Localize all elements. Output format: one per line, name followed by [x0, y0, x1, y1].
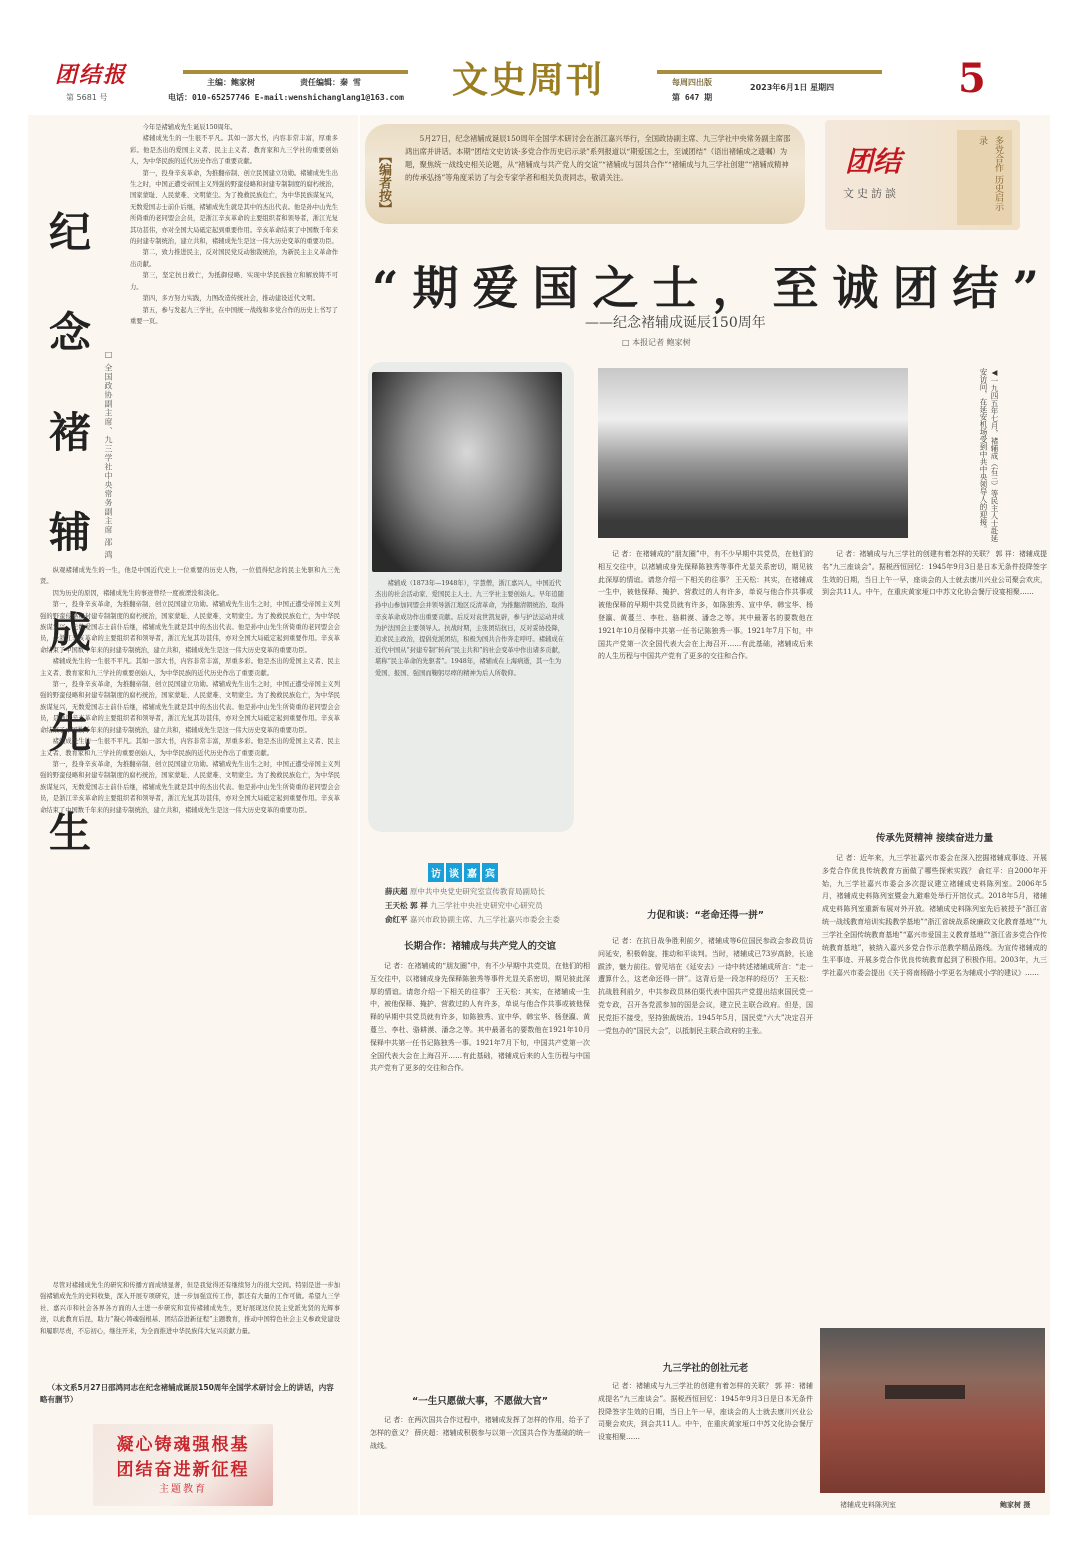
newspaper-logo: 团结报 — [55, 62, 128, 88]
title-char: 生 — [48, 808, 91, 857]
middle-column-body: 记 者：在褚辅成的“朋友圈”中，有不少早期中共党员，在他们的相互交往中，以褚辅成身先保释陈独秀等事件尤显关系密切，期见彼此深厚的情谊。请您介绍一下相关的往事？ 王天松：其实，在褚辅成一生中，被他保释、掩护、营救过的人有许多，单说与他合作共事或被他保释的早期中共党员就有许多，如陈独秀、宣中华、韩宝华、杨登瀛、黄蔓兰、李杜、骆耕漠、潘念之等。其中最著名的要数他在1921年10月保释中共第一任书记陈独秀一事。1921年7月下旬，中国共产党第一次全国代表大会在上海召开……有此基础，褚辅成后来的人生历程与中国共产党有了更多的交往和合作。 — [598, 550, 813, 661]
paragraph: 第三，坚定抗日救亡，为抵御侵略、实现中华民族独立和解放铸不可力。 — [130, 272, 338, 291]
author-byline: □ 本报记者 鲍家树 — [622, 338, 691, 347]
title-char: 纪 — [48, 208, 91, 257]
paragraph: 第二，致力推进民主，反对国民党反动独裁统治，为新民主主义革命作出贡献。 — [130, 249, 338, 268]
left-article-body-bottom — [40, 565, 340, 1280]
paragraph: 褚辅成先生的一生很不平凡。其如一部大书，内容非常丰富，厚重多彩。他是杰出的爱国主义者、民主主义者、教育家和九三学社的重要创始人，为中华民族的近代历史作出了重要贡献。 — [130, 135, 338, 166]
section-body-cooperation: 记 者：在褚辅成的“朋友圈”中，有不少早期中共党员，在他们的相互交往中，以褚辅成身先保释陈独秀等事件尤显关系密切，期见彼此深厚的情谊。请您介绍一下相关的往事？ 王天松：其实，在褚辅成一生中，被他保释、掩护、营救过的人有许多，单说与他合作共事或被他保释的早期中共党员就有许多，如陈独秀、宣中华、韩宝华、杨登瀛、黄蔓兰、李杜、骆耕漠、潘念之等。其中最著名的要数他在1921年10月保释中共第一任书记陈独秀一事。1921年7月下旬，中国共产党第一次全国代表大会在上海召开……有此基础，褚辅成后来的人生历程与中国共产党有了更多的交往和合作。 — [370, 962, 590, 1073]
left-article-byline: □ 全国政协副主席、九三学社中央常务副主席 邵 鸿 — [104, 350, 113, 560]
guest-item — [370, 885, 590, 899]
paragraph: 第四，多方努力实践，力图改造传统社会，推动建设近代文明。 — [142, 295, 319, 303]
chief-editor: 主编：鲍家树 — [207, 78, 255, 87]
period-number: 第 647 期 — [672, 93, 713, 102]
guest-name: 王天松 郭 祥 — [385, 901, 428, 910]
left-article-closing — [40, 1280, 340, 1380]
section-title-peace-talks: 力促和谈：“老命还得一拼” — [647, 910, 764, 921]
exhibition-hall-sign — [885, 1385, 965, 1399]
title-char: 辅 — [48, 508, 91, 557]
column-promo-image — [825, 120, 1020, 230]
section-body-founder: 记 者：褚辅成与九三学社的创建有着怎样的关联？ 郭 祥：褚辅成提名“九三座谈会”。据税西恒回忆：1945年9月3日是日本无条件投降签字生效的日期，当日上午一早，座谈会的人士就去康川兴业公司聚会欢庆，到会共11人。中午，在重庆黄家垭口中苏文化协会餐厅设宴相聚…… — [598, 1382, 813, 1442]
publish-day: 每周四出版 — [672, 78, 712, 87]
guest-item — [370, 899, 590, 913]
paragraph: 因为历史的原因，褚辅成先生的事迹曾经一度被湮没和淡化。 — [52, 589, 223, 597]
title-char: 褚 — [48, 408, 91, 457]
exhibition-hall-photo — [820, 1328, 1045, 1493]
editor-note-label: 【编者按】 — [376, 150, 391, 215]
section-body-big-things: 记 者：在两次国共合作过程中，褚辅成发挥了怎样的作用，给予了怎样的意义？ 薛庆超：褚辅成积极参与以第一次国共合作为基础的统一战线。 — [370, 1416, 590, 1450]
section-title-big-things: “一生只愿做大事，不愿做大官” — [412, 1396, 548, 1407]
guests-list — [370, 885, 590, 927]
group-photo-caption: ◀一九四五年七月，褚辅成（右三）等民主人士赴延安访问，在延安机场受到中共中央领导人的迎接。 — [979, 368, 999, 542]
guest-title: 嘉兴市政协副主席、九三学社嘉兴市委会主委 — [409, 915, 560, 924]
title-char: 成 — [48, 608, 91, 657]
house-photo-credit: 鲍家树 摄 — [1000, 1500, 1031, 1509]
yanan-group-photo — [598, 368, 908, 538]
headline: “期爱国之士，至诚团结” — [372, 261, 1053, 315]
contact-info: 电话：010-65257746 E-mail:wenshichanglang1@163.com — [168, 93, 404, 102]
paragraph: 第一，投身辛亥革命，为推翻帝制、创立民国建立功勋。褚辅成先生出生之时，中国正遭受帝国主义列强的野蛮侵略和封建专制制度的腐朽统治，国家蒙耻、人民蒙难、文明蒙尘。为了挽救民族危亡，为中华民族谋复兴，无数爱国志士前仆后继，褚辅成先生就是其中的杰出代表。他是孙中山先生所倚重的老同盟会会员，是浙江辛亥革命的主要组织者和领导者，浙江光复其功甚伟，亦对全国大局砥定起到重要作用。辛亥革命结束了中国数千年来的封建专制统治，建立共和，褚辅成先生是这一伟大历史变革的重要功臣。 — [40, 601, 340, 654]
paragraph: 第一，投身辛亥革命，为推翻帝制、创立民国建立功勋。褚辅成先生出生之时，中国正遭受帝国主义列强的野蛮侵略和封建专制制度的腐朽统治，国家蒙耻、人民蒙难、文明蒙尘。为了挽救民族危亡，为中华民族谋复兴，无数爱国志士前仆后继，褚辅成先生就是其中的杰出代表。他是孙中山先生所倚重的老同盟会会员，是浙江辛亥革命的主要组织者和领导者，浙江光复其功甚伟，亦对全国大局砥定起到重要作用。辛亥革命结束了中国数千年来的封建专制统治，建立共和，褚辅成先生是这一伟大历史变革的重要功臣。 — [130, 169, 338, 246]
guest-name: 俞红平 — [385, 915, 408, 924]
duty-editor: 责任编辑：秦 雪 — [300, 78, 361, 87]
promo-logo: 团结 — [845, 145, 902, 178]
guest-title: 原中共中央党史研究室宣传教育局副局长 — [409, 887, 545, 896]
guest-name: 薛庆超 — [385, 887, 408, 896]
publish-date: 2023年6月1日 星期四 — [750, 83, 835, 92]
right-column-body: 记 者：褚辅成与九三学社的创建有着怎样的关联？ 郭 祥：褚辅成提名“九三座谈会”。据税西恒回忆：1945年9月3日是日本无条件投降签字生效的日期，当日上午一早，座谈会的人士就去康川兴业公司聚会欢庆，到会共11人。中午，在重庆黄家垭口中苏文化协会餐厅设宴相聚…… — [822, 550, 1047, 597]
section-title-legacy: 传承先贤精神 接续奋进力量 — [875, 833, 994, 844]
section-body-peace-talks: 记 者：在抗日战争胜利前夕，褚辅成等6位国民参政会参政员访问延安，积极斡旋，推动和平谈判。当时，褚辅成已73岁高龄，长途跋涉，魅力前往。曾见培在《延安去》一诗中转述褚辅成所言：“走一遭算什么，这老命还得一拼”。这背后是一段怎样的经历？ 王天松：抗战胜利前夕，中共参政员林伯渠代表中国共产党提出结束国民党一党专政，召开各党派参加的国是会议，建立民主联合政府。但是，国民党拒不接受，坚持独裁统治。1945年5月，国民党“六大”决定召开一党包办的“国民大会”，以抵制民主联合政府的主张。 — [598, 937, 813, 1035]
promo-subtitle: 文史訪談 — [843, 187, 899, 200]
title-char: 先 — [48, 708, 91, 757]
paragraph: 纵观褚辅成先生的一生，他是中国近代史上一位重要的历史人物，一位值得纪念的民主先驱和九三先贤。 — [40, 567, 340, 586]
section-title-cooperation: 长期合作：褚辅成与共产党人的交谊 — [403, 941, 556, 952]
masthead-rule-right — [657, 70, 882, 74]
section-title-founder: 九三学社的创社元老 — [662, 1363, 749, 1374]
paragraph: 第一，投身辛亥革命，为推翻帝制、创立民国建立功勋。褚辅成先生出生之时，中国正遭受帝国主义列强的野蛮侵略和封建专制制度的腐朽统治，国家蒙耻、人民蒙难、文明蒙尘。为了挽救民族危亡，为中华民族谋复兴，无数爱国志士前仆后继，褚辅成先生就是其中的杰出代表。他是孙中山先生所倚重的老同盟会会员，是浙江辛亥革命的主要组织者和领导者，浙江光复其功甚伟，亦对全国大局砥定起到重要作用。辛亥革命结束了中国数千年来的封建专制统治，建立共和，褚辅成先生是这一伟大历史变革的重要功臣。 — [40, 681, 340, 734]
banner-line-2: 团结奋进新征程 — [116, 1460, 250, 1480]
paragraph: 今年是褚辅成先生诞辰150周年。 — [142, 124, 237, 131]
editor-note-text: 5月27日，纪念褚辅成诞辰150周年全国学术研讨会在浙江嘉兴举行，全国政协副主席、九三学社中央常务副主席邵鸿出席并讲话。本期“团结文史访谈·多党合作历史启示录”系列报道以“期爱国之士，至诚团结”（语出褚辅成之遗嘱）为题，聚焦统一战线史相关论题，从“褚辅成与共产党人的交谊”“褚辅成与国共合作”“褚辅成与九三学社创建”“褚辅成精神的传承弘扬”等角度采访了与会专家学者和相关负责同志，敬请关注。 — [405, 134, 791, 182]
guest-tag-char: 嘉 — [464, 863, 480, 882]
guests-tag — [428, 862, 500, 882]
masthead-rule-left — [183, 70, 408, 74]
promo-slip: 多党合作 历史启示录 — [957, 130, 1012, 225]
left-article-body-top — [130, 122, 338, 557]
paragraph: 尽管对褚辅成先生的研究和传播方面成绩显著，但是我觉得还有继续努力的很大空间。特别是进一步加强褚辅成先生的史料收集，深入开展专项研究，进一步加强宣传工作，都还有大量的工作可做。希望九三学社、嘉兴市和社会各界各方面的人士进一步研究和宣传褚辅成先生，更好展现这位民主党派先贤的光辉事迹，以此教育后昆，助力“凝心铸魂强根基、团结奋进新征程”主题教育，推动中国特色社会主义参政党建设和履职尽责，不忘初心，继往开来，为全面推进中华民族伟大复兴贡献力量。 — [40, 1282, 340, 1335]
guest-tag-char: 访 — [428, 863, 444, 882]
portrait-bio: 褚辅成（1873年—1948年），字慧僧，浙江嘉兴人，中国近代杰出的社会活动家、爱国民主人士、九三学社主要创始人。早年追随孙中山参加同盟会并领导浙江地区反清革命，为推翻清朝统治、取得辛亥革命成功作出重要贡献。后反对袁世凯复辟，参与护法运动并成为护法国会主要领导人。抗战时期，主张团结抗日，反对妥协投降，追求民主政治，提倡党派团结，积极为国共合作奔走呼吁。褚辅成在近代中国从“封建专制”转向“民主共和”的社会变革中作出诸多贡献，堪称“民主革命的先驱者”。1948年，褚辅成在上海病逝，其一生为爱国、报国、强国而鞠躬尽瘁的精神为后人所敬仰。 — [375, 580, 565, 677]
left-article-footnote: （本文系5月27日邵鸿同志在纪念褚辅成诞辰150周年全国学术研讨会上的讲话，内容略有删节） — [40, 1383, 334, 1404]
theme-education-banner[interactable] — [93, 1424, 273, 1506]
paragraph: 第五，参与发起九三学社，在中国统一战线和多党合作的历史上书写了重要一页。 — [130, 306, 338, 325]
banner-line-1: 凝心铸魂强根基 — [116, 1435, 250, 1455]
guest-tag-char: 谈 — [446, 863, 462, 882]
portrait-photo — [372, 372, 562, 572]
guest-tag-char: 宾 — [482, 863, 498, 882]
column-title: 文史周刊 — [452, 60, 605, 101]
paragraph: 第一，投身辛亥革命，为推翻帝制、创立民国建立功勋。褚辅成先生出生之时，中国正遭受帝国主义列强的野蛮侵略和封建专制制度的腐朽统治，国家蒙耻、人民蒙难、文明蒙尘。为了挽救民族危亡，为中华民族谋复兴，无数爱国志士前仆后继，褚辅成先生就是其中的杰出代表。他是孙中山先生所倚重的老同盟会会员，是浙江辛亥革命的主要组织者和领导者，浙江光复其功甚伟，亦对全国大局砥定起到重要作用。辛亥革命结束了中国数千年来的封建专制统治，建立共和，褚辅成先生是这一伟大历史变革的重要功臣。 — [40, 760, 340, 814]
paragraph: 褚辅成先生的一生很不平凡。其如一部大书，内容非常丰富，厚重多彩。他是杰出的爱国主义者、民主主义者、教育家和九三学社的重要创始人，为中华民族的近代历史作出了重要贡献。 — [40, 738, 340, 757]
section-body-legacy: 记 者：近年来，九三学社嘉兴市委会在深入挖掘褚辅成事迹、开展多党合作优良传统教育方面做了哪些探索实践？ 俞红平：自2000年开始，九三学社嘉兴市委会多次提议建立褚辅成史料陈列室。2006年5月，褚辅成史料陈列室暨金九避难处举行开馆仪式。2018年5月，褚辅成史料陈列室重新布展对外开放。褚辅成史料陈列室先后被授予“浙江省统一战线教育培训实践教学基地”“浙江省统战系统廉政文化教育基地”“九三学社全国传统教育基地”“嘉兴市爱国主义教育基地”“浙江省多党合作传统教育基地”，被纳入嘉兴多党合作示范教学精品路线。为宣传褚辅成的生平事迹、开展多党合作优良传统教育起到了积极作用。2003年，九三学社嘉兴市委会提出《关于将南杨路小学更名为辅成小学的建议》…… — [822, 854, 1047, 978]
house-photo-caption: 褚辅成史料陈列室 — [840, 1501, 896, 1509]
banner-line-3: 主题教育 — [159, 1484, 207, 1495]
paragraph: 褚辅成先生的一生很不平凡。其如一部大书，内容非常丰富，厚重多彩。他是杰出的爱国主义者、民主主义者、教育家和九三学社的重要创始人，为中华民族的近代历史作出了重要贡献。 — [40, 658, 340, 677]
guest-item — [370, 913, 590, 927]
title-char: 念 — [48, 308, 91, 357]
page-number: 5 — [958, 55, 986, 102]
guest-title: 九三学社中央社史研究中心研究员 — [430, 901, 543, 910]
subheadline: ——纪念褚辅成诞辰150周年 — [585, 315, 766, 331]
issue-number: 第 5681 号 — [66, 93, 108, 102]
